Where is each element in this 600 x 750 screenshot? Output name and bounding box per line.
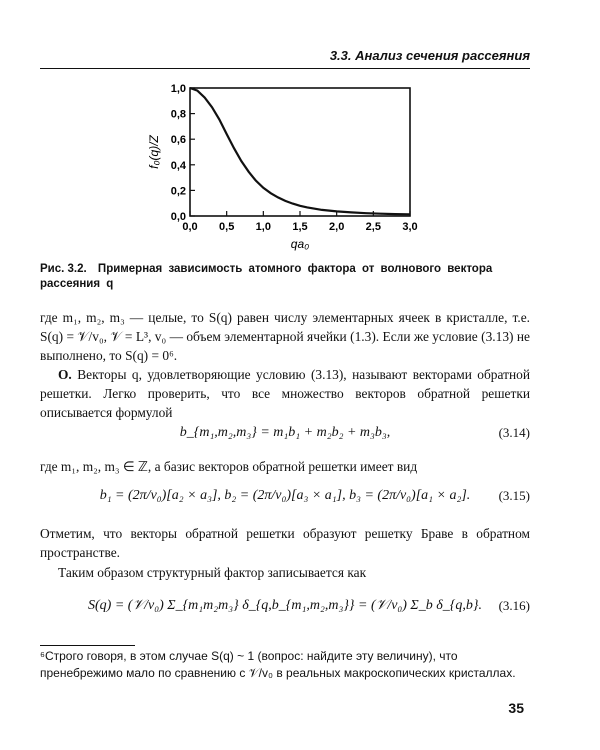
equation-3-16-number: (3.16)	[498, 598, 530, 613]
x-tick-label: 3,0	[402, 221, 418, 233]
equation-3-15	[40, 488, 530, 504]
x-tick-label: 2,0	[329, 221, 345, 233]
x-tick-label: 0,5	[219, 221, 235, 233]
y-axis-label: f₀(q)/Z	[147, 135, 161, 169]
figure-label: Рис. 3.2.	[40, 263, 87, 275]
atomic-factor-chart	[140, 78, 440, 258]
x-tick-label: 1,5	[292, 221, 308, 233]
header-rule	[40, 68, 530, 69]
figure-caption	[40, 262, 530, 292]
y-tick-label: 0,6	[170, 134, 186, 147]
paragraph-2-text: Векторы q, удовлетворяющие условию (3.13), называют векторами обратной решетки. Легко проверить, что все множество векторов обратной решетки описывается формулой	[40, 367, 530, 420]
running-header: 3.3. Анализ сечения рассеяния	[329, 48, 530, 63]
plot-frame	[190, 88, 410, 216]
equation-3-14-body: b_{m₁,m₂,m₃} = m₁b₁ + m₂b₂ + m₃b₃,	[179, 425, 391, 440]
x-tick-label: 1,0	[255, 221, 271, 233]
y-tick-label: 0,4	[170, 159, 186, 172]
paragraph-1: где m₁, m₂, m₃ — целые, то S(q) равен числу элементарных ячеек в кристалле, т.е. S(q) = 𝒱/v₀, 𝒱 = L³, v₀ — объем элементарной ячейки (1.3). Если же условие (3.13) не выполнено, то S(q) = 0⁶.	[40, 310, 530, 363]
y-axis-ticks	[171, 83, 195, 223]
paragraph-2	[40, 365, 530, 422]
paragraph-2-lead: О.	[58, 367, 72, 382]
y-tick-label: 0,8	[170, 108, 186, 121]
figure-caption-text: Примерная зависимость атомного фактора от волнового вектора рассеяния q	[40, 263, 493, 290]
x-tick-label: 0,0	[182, 221, 198, 233]
equation-3-15-number: (3.15)	[498, 488, 530, 503]
paragraph-4: Отметим, что векторы обратной решетки образуют решетку Браве в обратном пространстве.	[40, 526, 530, 560]
paragraph-3: где m₁, m₂, m₃ ∈ ℤ, а базис векторов обратной решетки имеет вид	[40, 459, 418, 474]
page-number: 35	[508, 700, 524, 716]
equation-3-14	[40, 425, 530, 441]
equation-3-16-body: S(q) = (𝒱/v₀) Σ_{m₁m₂m₃} δ_{q,b_{m₁,m₂,m₃}} = (𝒱/v₀) Σ_b δ_{q,b}.	[88, 598, 482, 613]
equation-3-14-number: (3.14)	[498, 425, 530, 440]
x-tick-label: 2,5	[365, 221, 381, 233]
footnote-rule	[40, 645, 135, 646]
equation-3-16	[40, 598, 530, 614]
y-tick-label: 0,0	[170, 211, 186, 223]
x-axis-label: qa₀	[290, 237, 310, 251]
paragraph-5: Таким образом структурный фактор записывается как	[58, 565, 367, 580]
equation-3-15-body: b₁ = (2π/v₀)[a₂ × a₃], b₂ = (2π/v₀)[a₃ × a₁], b₃ = (2π/v₀)[a₁ × a₂].	[99, 488, 471, 503]
y-tick-label: 0,2	[170, 185, 186, 198]
atomic-factor-curve	[190, 88, 410, 214]
footnote: ⁶Строго говоря, в этом случае S(q) ~ 1 (вопрос: найдите эту величину), что пренебрежимо мало по сравнению с 𝒱/v₀ в реальных макроскопических кристаллах.	[40, 649, 516, 680]
y-tick-label: 1,0	[170, 83, 186, 95]
